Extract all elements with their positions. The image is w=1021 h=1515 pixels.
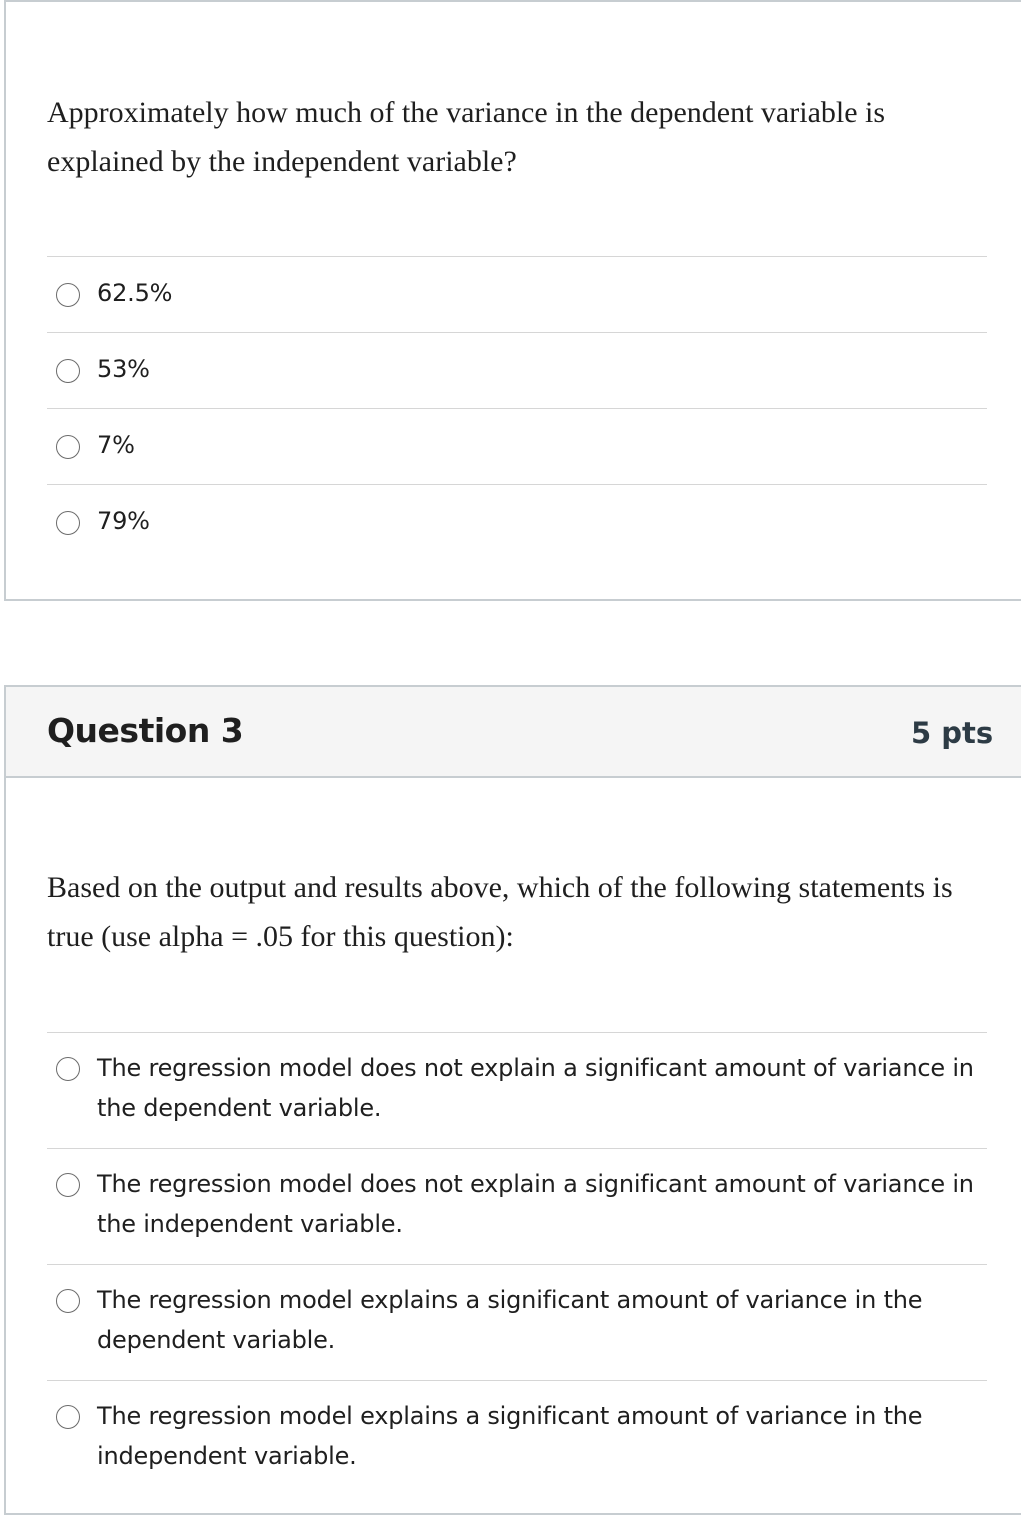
answer-label[interactable]: 62.5% (97, 279, 173, 307)
question-3-card (4, 685, 1021, 1515)
answer-label[interactable]: 79% (97, 507, 150, 535)
radio-button[interactable] (56, 435, 80, 459)
answer-option[interactable] (47, 1264, 987, 1380)
radio-button[interactable] (56, 1173, 80, 1197)
question-3-text: Based on the output and results above, which of the following statements is true (use alpha = .05 for this question): (47, 871, 953, 953)
answer-label[interactable]: The regression model does not explain a significant amount of variance in the dependent variable. (97, 1054, 974, 1122)
answer-label[interactable]: The regression model explains a significant amount of variance in the dependent variable. (97, 1286, 923, 1354)
answer-option[interactable] (47, 1148, 987, 1264)
question-3-answers (47, 1032, 987, 1496)
radio-button[interactable] (56, 1057, 80, 1081)
radio-button[interactable] (56, 359, 80, 383)
answer-label[interactable]: 53% (97, 355, 150, 383)
answer-option[interactable] (47, 408, 987, 484)
question-title: Question 3 (47, 711, 244, 750)
question-2-card (4, 0, 1021, 601)
radio-button[interactable] (56, 1405, 80, 1429)
radio-button[interactable] (56, 283, 80, 307)
question-2-text: Approximately how much of the variance in the dependent variable is explained by the independent variable? (47, 96, 886, 178)
answer-label[interactable]: 7% (97, 431, 135, 459)
answer-option[interactable] (47, 1380, 987, 1496)
radio-button[interactable] (56, 1289, 80, 1313)
answer-option[interactable] (47, 1032, 987, 1148)
answer-option[interactable] (47, 484, 987, 560)
radio-button[interactable] (56, 511, 80, 535)
question-2-answers (47, 256, 987, 560)
answer-label[interactable]: The regression model explains a significant amount of variance in the independent variable. (97, 1402, 923, 1470)
question-header (6, 687, 1021, 778)
answer-label[interactable]: The regression model does not explain a significant amount of variance in the independent variable. (97, 1170, 974, 1238)
answer-option[interactable] (47, 256, 987, 332)
question-points: 5 pts (911, 716, 994, 750)
answer-option[interactable] (47, 332, 987, 408)
